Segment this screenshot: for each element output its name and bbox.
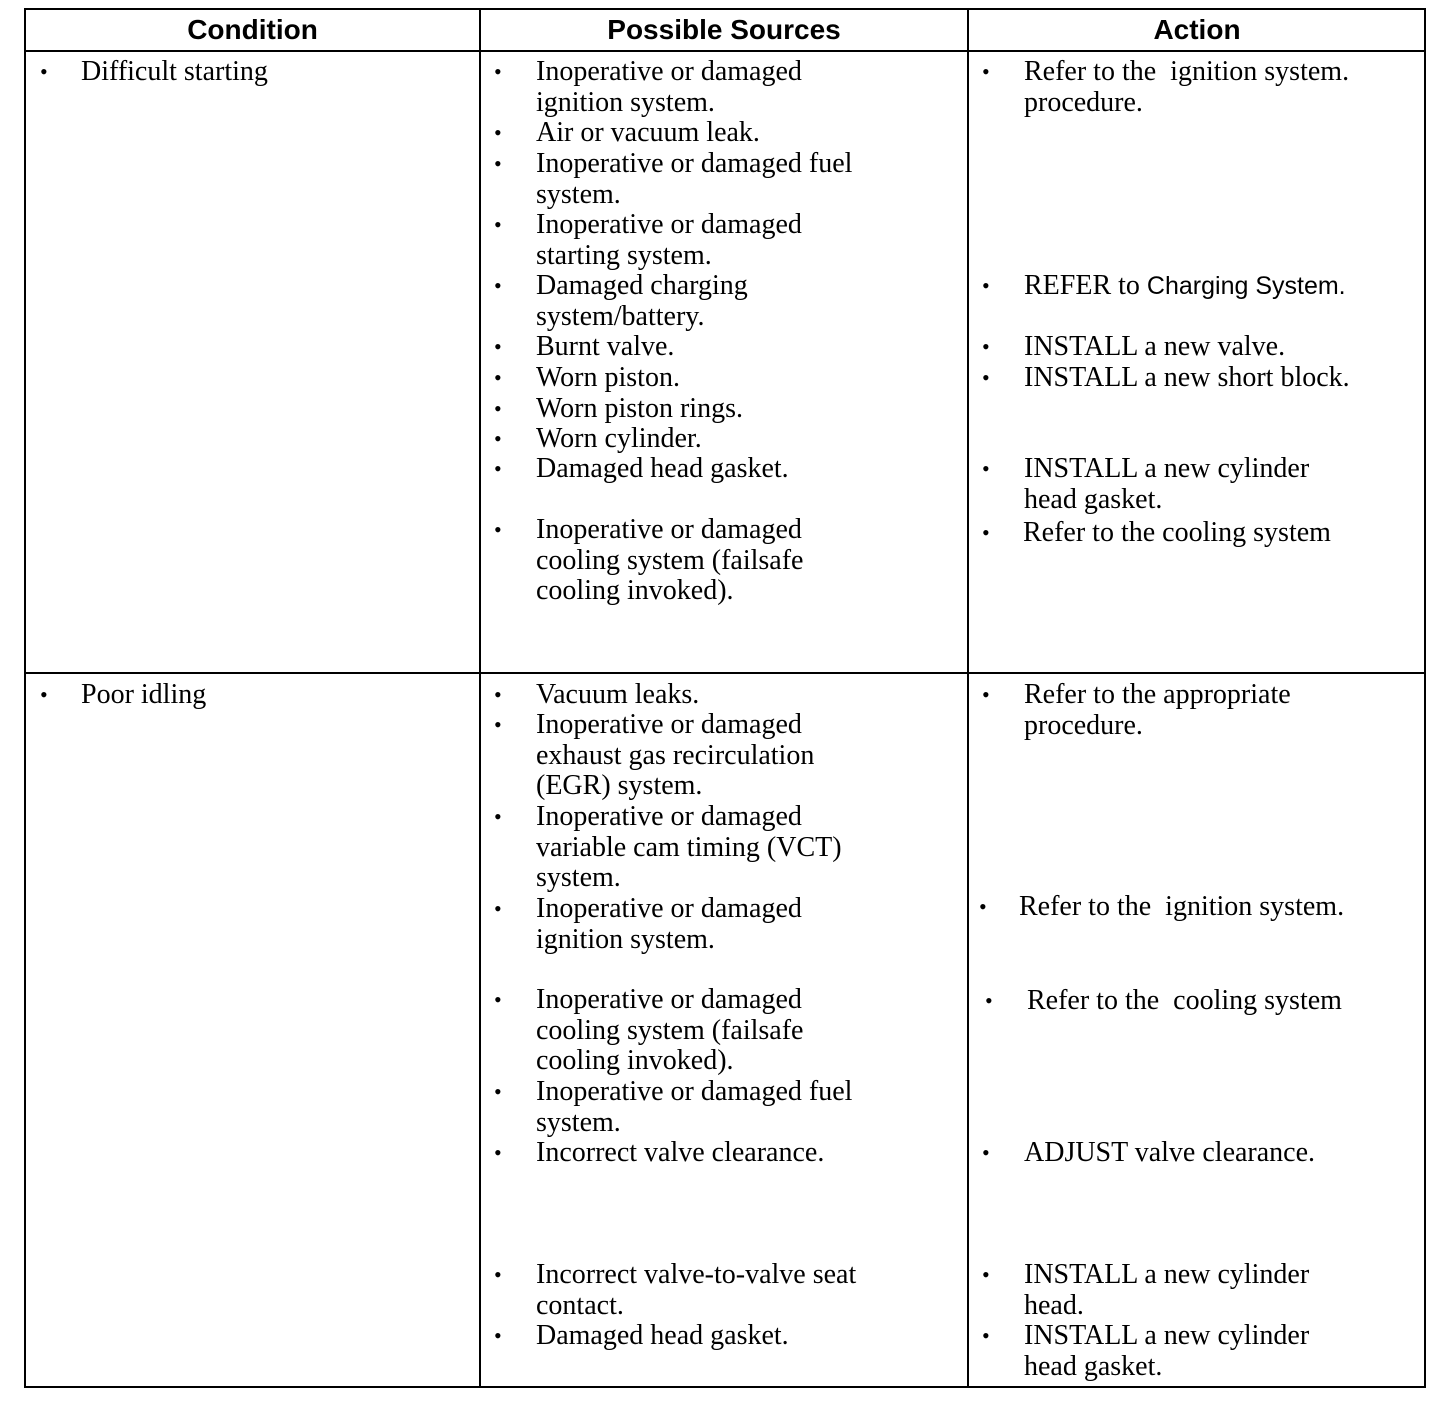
bullet-icon: •: [494, 1140, 502, 1165]
bullet-icon: •: [985, 988, 993, 1013]
list-item: [40, 57, 268, 88]
bullet-icon: •: [982, 1140, 990, 1165]
list-item: • Damaged charging system/battery.: [494, 270, 748, 332]
bullet-icon: •: [982, 273, 990, 298]
bullet-icon: •: [494, 517, 502, 542]
list-item: • Air or vacuum leak.: [494, 117, 760, 148]
list-item: • Damaged head gasket.: [494, 1320, 789, 1351]
header-possible-sources: Possible Sources: [607, 14, 841, 45]
list-item: • ADJUST valve clearance.: [982, 1137, 1316, 1168]
bullet-icon: •: [494, 396, 502, 421]
list-item: • INSTALL a new valve.: [982, 331, 1286, 362]
list-item: • Inoperative or damaged cooling system (failsafe cooling invoked).: [494, 514, 804, 606]
bullet-icon: •: [494, 426, 502, 451]
condition-text: Poor idling: [81, 679, 207, 710]
list-item: • Refer to the cooling system: [982, 517, 1331, 548]
list-item: • Incorrect valve-to-valve seat contact.: [494, 1259, 857, 1321]
bullet-icon: •: [494, 682, 502, 707]
bullet-icon: •: [979, 894, 987, 919]
bullet-icon: •: [982, 365, 990, 390]
list-item: • Inoperative or damaged exhaust gas recirculation (EGR) system.: [494, 709, 815, 801]
bullet-icon: •: [982, 682, 990, 707]
bullet-icon: •: [494, 365, 502, 390]
list-item: • Worn piston.: [494, 362, 680, 393]
bullet-icon: •: [494, 1323, 502, 1348]
list-item: • Inoperative or damaged ignition system.: [494, 56, 802, 118]
bullet-icon: •: [40, 682, 48, 707]
list-item: • Vacuum leaks.: [494, 679, 700, 710]
list-item: • INSTALL a new cylinder head gasket.: [982, 1320, 1310, 1382]
list-item: • INSTALL a new cylinder head.: [982, 1259, 1310, 1321]
list-item: • INSTALL a new cylinder head gasket.: [982, 453, 1310, 515]
list-item: • Incorrect valve clearance.: [494, 1137, 825, 1168]
list-item: • Worn cylinder.: [494, 423, 702, 454]
bullet-icon: •: [494, 334, 502, 359]
bullet-icon: •: [494, 987, 502, 1012]
list-item: • INSTALL a new short block.: [982, 362, 1350, 393]
list-item: • Refer to the ignition system.: [979, 891, 1345, 922]
bullet-icon: •: [982, 1323, 990, 1348]
bullet-icon: •: [494, 1262, 502, 1287]
list-item: • Inoperative or damaged starting system.: [494, 209, 802, 271]
bullet-icon: •: [494, 273, 502, 298]
list-item: • Burnt valve.: [494, 331, 675, 362]
row-divider: [24, 672, 1426, 674]
list-item: • Damaged head gasket.: [494, 453, 789, 484]
bullet-icon: •: [494, 712, 502, 737]
list-item: • Inoperative or damaged ignition system.: [494, 893, 802, 955]
list-item: • Refer to the appropriate procedure.: [982, 679, 1291, 741]
header-action: Action: [1153, 14, 1241, 45]
bullet-icon: •: [494, 212, 502, 237]
column-divider-2: [967, 8, 969, 1388]
bullet-icon: •: [494, 804, 502, 829]
list-item: • Refer to the ignition system. procedure.: [982, 56, 1350, 118]
bullet-icon: •: [494, 1079, 502, 1104]
bullet-icon: •: [982, 334, 990, 359]
list-item: • Refer to the cooling system: [985, 985, 1342, 1016]
bullet-icon: •: [494, 896, 502, 921]
condition-text: Difficult starting: [81, 56, 268, 87]
list-item: • Worn piston rings.: [494, 393, 743, 424]
bullet-icon: •: [40, 59, 48, 84]
bullet-icon: •: [982, 59, 990, 84]
column-divider-1: [479, 8, 481, 1388]
list-item: • Inoperative or damaged fuel system.: [494, 148, 853, 210]
bullet-icon: •: [982, 1262, 990, 1287]
bullet-icon: •: [494, 120, 502, 145]
bullet-icon: •: [982, 520, 990, 545]
header-condition: Condition: [187, 14, 318, 45]
list-item: [40, 680, 206, 711]
bullet-icon: •: [982, 456, 990, 481]
list-item: • Inoperative or damaged fuel system.: [494, 1076, 853, 1138]
bullet-icon: •: [494, 59, 502, 84]
list-item: • Inoperative or damaged variable cam timing (VCT) system.: [494, 801, 842, 893]
list-item: • REFER to Charging System.: [982, 270, 1346, 301]
bullet-icon: •: [494, 456, 502, 481]
bullet-icon: •: [494, 151, 502, 176]
list-item: • Inoperative or damaged cooling system (failsafe cooling invoked).: [494, 984, 804, 1076]
